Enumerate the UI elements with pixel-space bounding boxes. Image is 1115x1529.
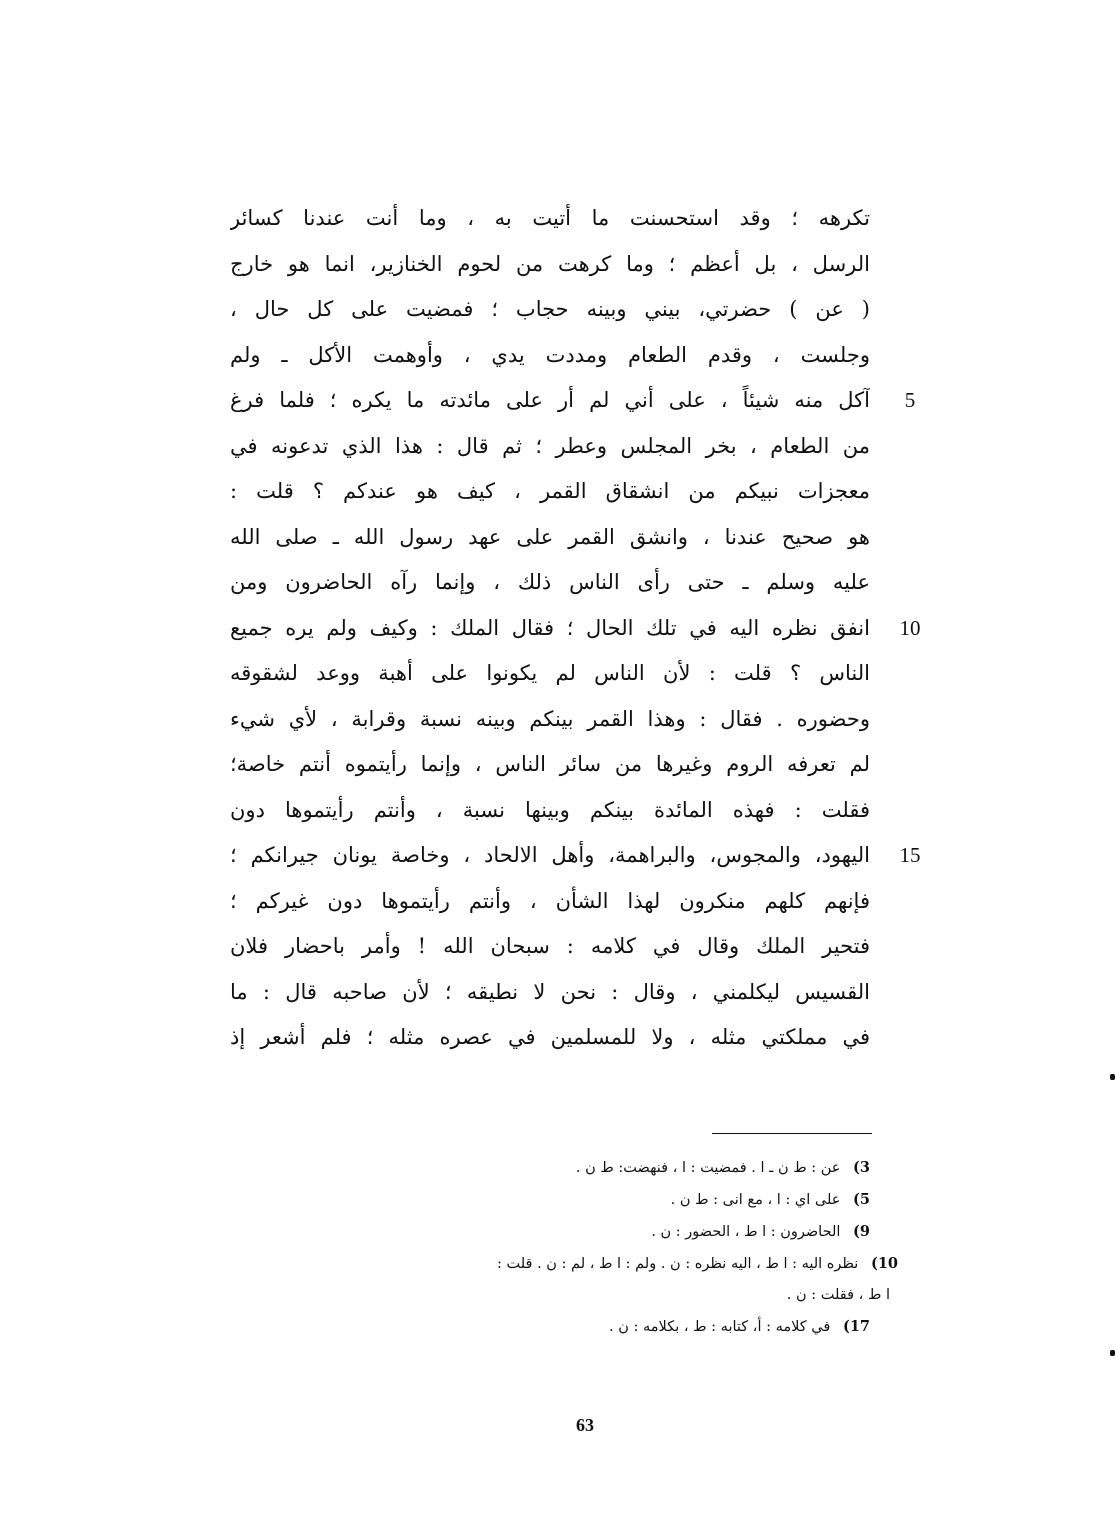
text-line-11: الناس ؟ قلت : لأن الناس لم يكونوا على أهبة ووعد لشقوقه (230, 661, 870, 685)
footnote-number: 5) (853, 1191, 870, 1208)
text-line-12: وحضوره . فقال : وهذا القمر بينكم وبينه نسبة وقرابة ، لأي شيء (230, 706, 870, 731)
text-line-13: لم تعرفه الروم وغيرها من سائر الناس ، وإنما رأيتموه أنتم خاصة؛ (230, 752, 870, 776)
footnote-text: في كلامه : أ، كتابه : ط ، بكلامه : ن . (609, 1319, 831, 1335)
footnote-9 (300, 1216, 870, 1248)
footnote-text: عن : ط ن ـ ا . فمضيت : ا ، فنهضت: ط ن . (575, 1160, 841, 1176)
text-line-8: هو صحيح عندنا ، وانشق القمر على عهد رسول الله ـ صلى الله (230, 524, 870, 549)
line-number-10: 10 (899, 615, 921, 640)
text-line-14: فقلت : فهذه المائدة بينكم وبينها نسبة ، وأنتم رأيتموها دون (230, 797, 870, 822)
footnote-divider (712, 1133, 872, 1134)
text-line-3: ( عن ) حضرتي، بيني وبينه حجاب ؛ فمضيت على كل حال ، (230, 297, 870, 321)
page-number: 63 (576, 1415, 594, 1435)
footnote-number: 17) (842, 1318, 870, 1335)
text-line-7: معجزات نبيكم من انشقاق القمر ، كيف هو عندكم ؟ قلت : (230, 479, 870, 503)
text-line-5: آكل منه شيئاً ، على أني لم أر على مائدته ما يكره ؛ فلما فرغ (230, 388, 870, 412)
footnote-text: نظره اليه : ا ط ، اليه نظره : ن . ولم : ا ط ، لم : ن . قلت : (497, 1256, 859, 1272)
text-line-19: في مملكتي مثله ، ولا للمسلمين في عصره مثله ؛ فلم أشعر إذ (230, 1025, 870, 1049)
footnotes-block (300, 1152, 898, 1343)
scan-margin-mark (1110, 1074, 1115, 1080)
text-line-10: انفق نظره اليه في تلك الحال ؛ فقال الملك : وكيف ولم يره جميع (230, 615, 870, 640)
footnote-text: على اي : ا ، مع انى : ط ن . (670, 1192, 841, 1208)
scan-margin-mark (1110, 1350, 1115, 1356)
text-line-17: فتحير الملك وقال في كلامه : سبحان الله ! وأمر باحضار فلان (230, 934, 870, 958)
footnote-number: 3) (853, 1159, 870, 1176)
text-line-6: من الطعام ، بخر المجلس وعطر ؛ ثم قال : هذا الذي تدعونه في (230, 433, 870, 458)
text-line-2: الرسل ، بل أعظم ؛ وما كرهت من لحوم الخنازير، انما هو خارج (230, 251, 870, 276)
text-line-15: اليهود، والمجوس، والبراهمة، وأهل الالحاد ، وخاصة يونان جيرانكم ؛ (230, 843, 870, 867)
main-text-block (230, 196, 870, 1061)
text-line-18: القسيس ليكلمني ، وقال : نحن لا نطيقه ؛ لأن صاحبه قال : ما (230, 979, 870, 1004)
footnote-10 (300, 1248, 898, 1280)
footnote-text: الحاضرون : ا ط ، الحضور : ن . (651, 1224, 841, 1240)
footnote-3 (300, 1152, 870, 1184)
line-number-5: 5 (904, 388, 916, 412)
footnote-number: 10) (870, 1255, 898, 1272)
text-line-9: عليه وسلم ـ حتى رأى الناس ذلك ، وإنما رآه الحاضرون ومن (230, 570, 870, 594)
footnote-number: 9) (853, 1223, 870, 1240)
text-line-4: وجلست ، وقدم الطعام ومددت يدي ، وأوهمت الأكل ـ ولم (230, 342, 870, 367)
footnote-5 (300, 1184, 870, 1216)
text-line-1: تكرهه ؛ وقد استحسنت ما أتيت به ، وما أنت عندنا كسائر (230, 206, 870, 230)
line-number-15: 15 (899, 843, 921, 867)
footnote-10-continuation: ا ط ، فقلت : ن . (786, 1287, 890, 1303)
text-line-16: فإنهم كلهم منكرون لهذا الشأن ، وأنتم رأيتموها دون غيركم ؛ (230, 888, 870, 913)
footnote-17 (300, 1311, 870, 1343)
